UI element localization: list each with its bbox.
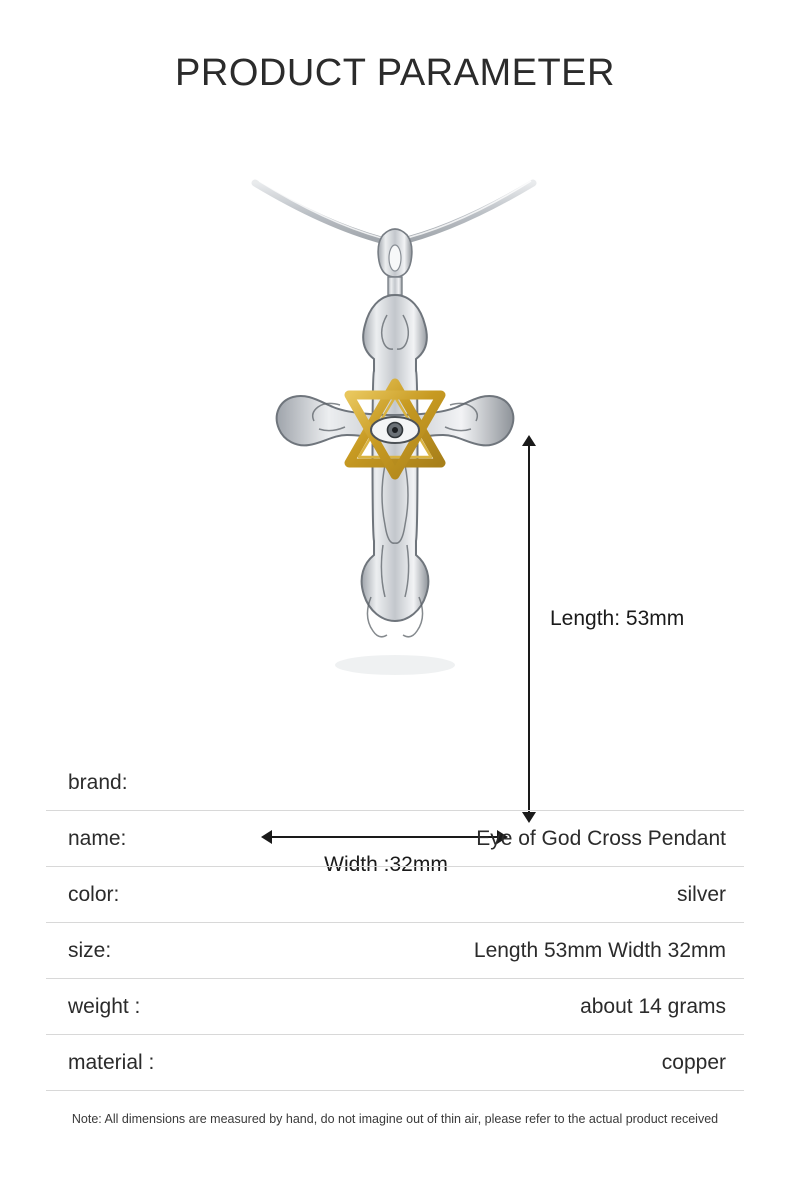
table-row: [46, 755, 744, 811]
table-row: [46, 811, 744, 867]
spec-label-material: material :: [68, 1050, 155, 1074]
spec-label-color: color:: [68, 882, 120, 906]
footer-note: Note: All dimensions are measured by hand, do not imagine out of thin air, please refer to the actual product received: [71, 1112, 719, 1126]
width-label: Width :32mm: [324, 853, 448, 876]
cross-pendant-image: [245, 165, 545, 685]
table-row: [46, 979, 744, 1035]
table-row: [46, 1035, 744, 1091]
spec-value-name: Eye of God Cross Pendant: [476, 826, 726, 850]
spec-value-size: Length 53mm Width 32mm: [473, 938, 726, 962]
length-label: Length: 53mm: [550, 607, 685, 630]
spec-value-weight: about 14 grams: [580, 994, 726, 1018]
table-row: [46, 923, 744, 979]
spec-value-material: copper: [661, 1050, 726, 1074]
page-title: PRODUCT PARAMETER: [175, 52, 615, 94]
spec-label-size: size:: [68, 938, 112, 962]
product-parameter-table: [46, 755, 744, 1091]
length-arrow-top-icon: [522, 435, 536, 446]
table-row: [46, 867, 744, 923]
spec-label-name: name:: [68, 826, 127, 850]
spec-value-color: silver: [676, 882, 726, 906]
spec-label-weight: weight :: [68, 994, 141, 1018]
spec-label-brand: brand:: [68, 770, 128, 794]
